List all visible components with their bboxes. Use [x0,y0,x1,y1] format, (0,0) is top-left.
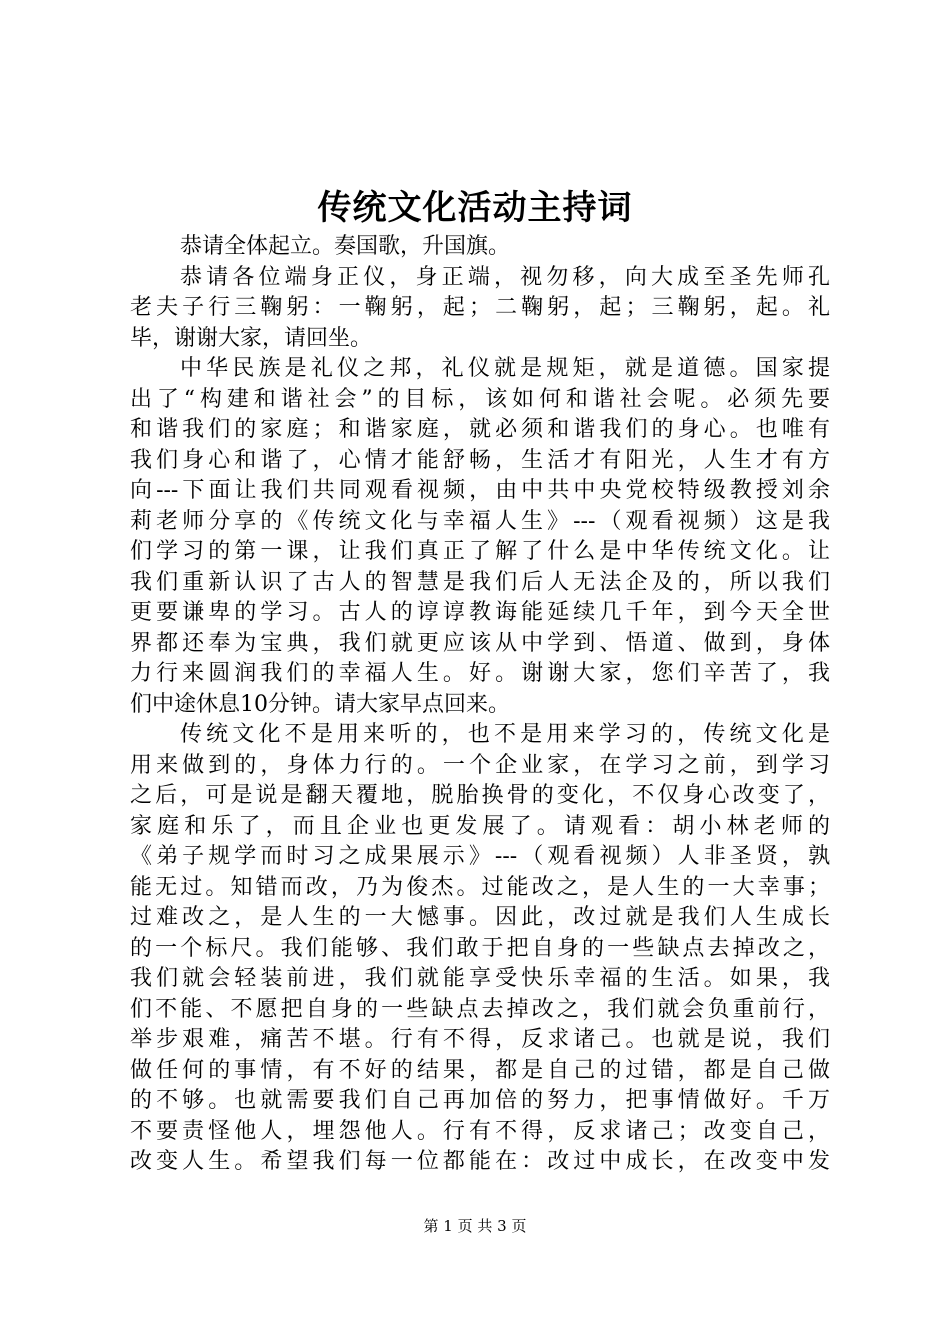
text-line: 能无过。知错而改，乃为俊杰。过能改之，是人生的一大幸事； [130,874,830,900]
text-line: 们不能、不愿把自身的一些缺点去掉改之，我们就会负重前行， [130,996,830,1022]
document-title: 传统文化活动主持词 [317,188,633,228]
text-line: 不要责怪他人，埋怨他人。行有不得，反求诸己；改变自己， [130,1118,830,1144]
text-line: 之后，可是说是翻天覆地，脱胎换骨的变化，不仅身心改变了， [130,783,830,808]
text-line: 毕，谢谢大家，请回坐。 [130,325,373,351]
text-line: 我们重新认识了古人的智慧是我们后人无法企及的，所以我们 [130,569,830,595]
document-body [130,232,830,1178]
text-line: 力行来圆润我们的幸福人生。好。谢谢大家，您们辛苦了，我 [130,661,830,686]
text-line: 家庭和乐了，而且企业也更发展了。请观看：胡小林老师的 [130,813,830,839]
text-line: 传统文化不是用来听的，也不是用来学习的，传统文化是 [180,722,830,747]
text-line: 们中途休息10分钟。请大家早点回来。 [130,691,510,717]
text-line: 做任何的事情，有不好的结果，都是自己的过错，都是自己做 [130,1057,830,1083]
text-line: 举步艰难，痛苦不堪。行有不得，反求诸己。也就是说，我们 [130,1027,830,1052]
text-line: 过难改之，是人生的一大憾事。因此，改过就是我们人生成长 [130,905,830,930]
text-line: 改变人生。希望我们每一位都能在：改过中成长，在改变中发 [130,1149,830,1174]
text-line: 界都还奉为宝典，我们就更应该从中学到、悟道、做到，身体 [130,630,830,656]
page-number-footer: 第 1 页 共 3 页 [423,1217,527,1235]
text-line: 出了“构建和谐社会”的目标，该如何和谐社会呢。必须先要 [130,386,830,412]
text-line: 中华民族是礼仪之邦，礼仪就是规矩，就是道德。国家提 [180,356,830,381]
text-line: 莉老师分享的《传统文化与幸福人生》---（观看视频）这是我 [130,508,830,534]
text-line: 我们身心和谐了，心情才能舒畅，生活才有阳光，人生才有方 [130,447,830,473]
text-line: 的一个标尺。我们能够、我们敢于把自身的一些缺点去掉改之， [130,935,830,961]
text-line: 恭请各位端身正仪，身正端，视勿移，向大成至圣先师孔 [180,264,830,290]
text-line: 更要谦卑的学习。古人的谆谆教诲能延续几千年，到今天全世 [130,600,830,625]
text-line: 《弟子规学而时习之成果展示》---（观看视频）人非圣贤，孰 [130,844,830,869]
text-line: 恭请全体起立。奏国歌，升国旗。 [180,234,511,259]
text-line: 老夫子行三鞠躬：一鞠躬，起；二鞠躬，起；三鞠躬，起。礼 [130,295,830,320]
text-line: 向---下面让我们共同观看视频，由中共中央党校特级教授刘余 [130,478,830,503]
text-line: 和谐我们的家庭；和谐家庭，就必须和谐我们的身心。也唯有 [130,417,830,442]
text-line: 用来做到的，身体力行的。一个企业家，在学习之前，到学习 [130,752,830,778]
text-line: 的不够。也就需要我们自己再加倍的努力，把事情做好。千万 [130,1088,830,1113]
text-line: 们学习的第一课，让我们真正了解了什么是中华传统文化。让 [130,539,830,564]
text-line: 我们就会轻装前进，我们就能享受快乐幸福的生活。如果，我 [130,966,830,991]
